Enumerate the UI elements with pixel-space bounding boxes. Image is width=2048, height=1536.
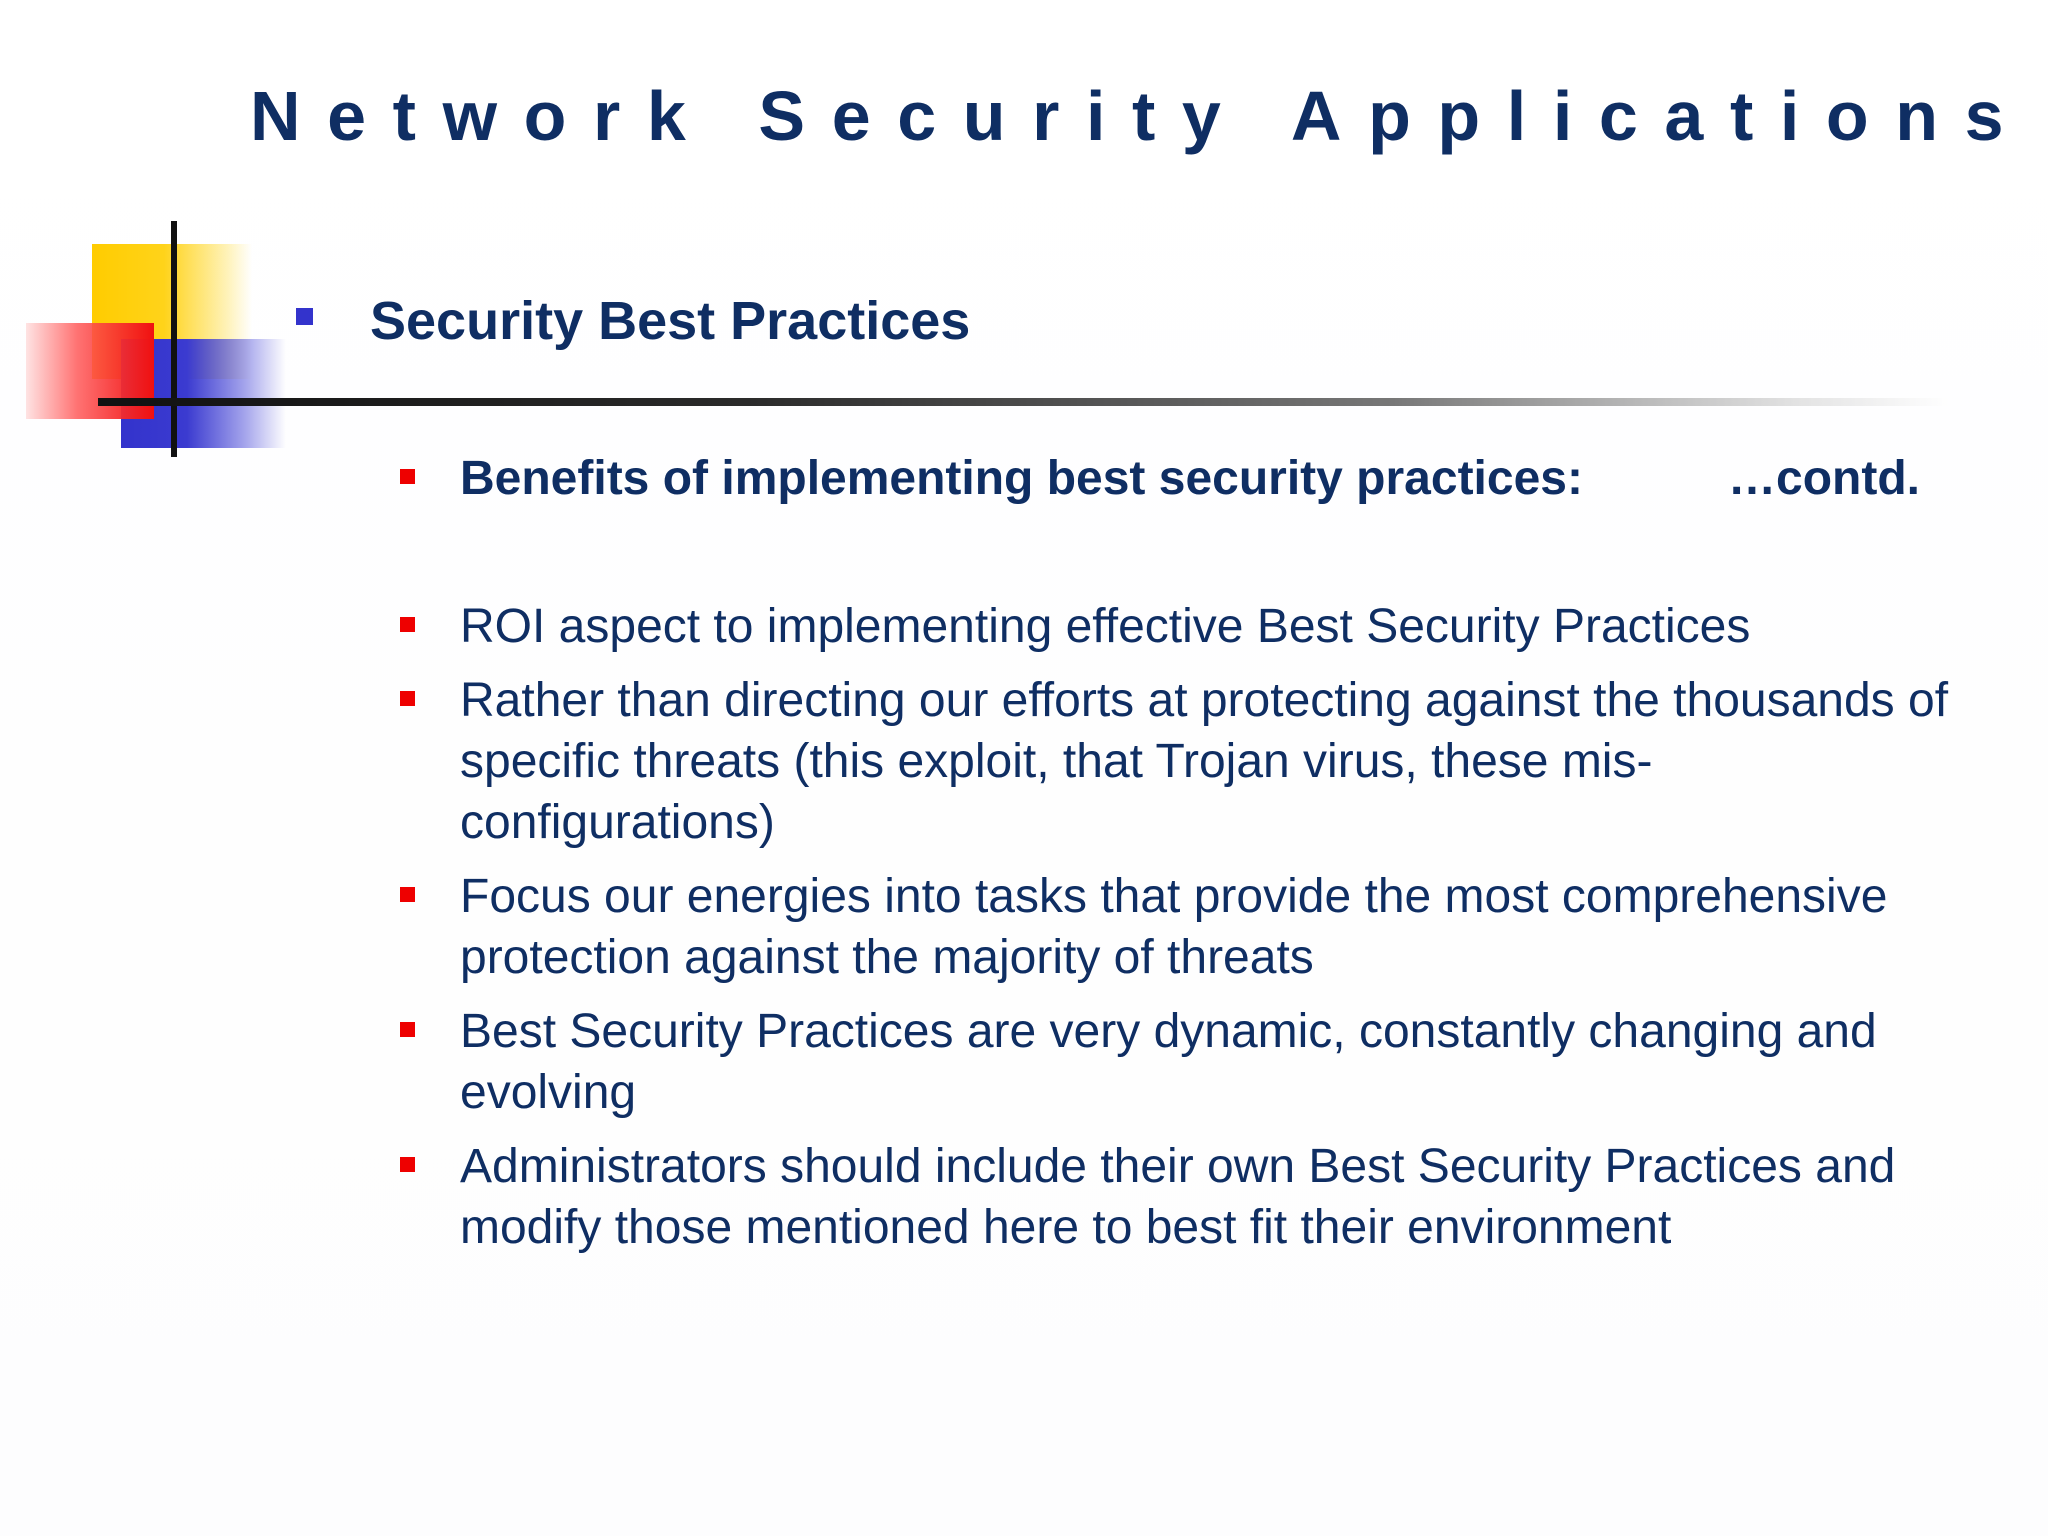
list-item-text: Administrators should include their own Best Security Practices and modify those mentioned here to best fit their environment [460, 1140, 1896, 1254]
list-item [398, 596, 1958, 657]
slide-title: Network Security Applications [250, 77, 2031, 155]
square-bullet-icon [400, 469, 415, 484]
square-bullet-icon [400, 1022, 415, 1037]
vertical-rule-decoration [171, 221, 177, 457]
square-bullet-icon [400, 1157, 415, 1172]
list-item-text: Focus our energies into tasks that provide the most comprehensive protection against the majority of threats [460, 870, 1888, 984]
list-item [398, 1136, 1958, 1258]
square-bullet-icon [400, 617, 415, 632]
continued-label: …contd. [1728, 452, 1920, 505]
list-item-text: Best Security Practices are very dynamic, constantly changing and evolving [460, 1005, 1877, 1119]
square-bullet-icon [400, 887, 415, 902]
list-item-text: ROI aspect to implementing effective Best Security Practices [460, 600, 1751, 653]
list-item [398, 866, 1958, 988]
horizontal-rule-decoration [98, 398, 1948, 406]
list-item [398, 1001, 1958, 1123]
subheading-item [398, 448, 1958, 509]
subheading-text: Benefits of implementing best security practices: [460, 452, 1583, 505]
square-bullet-icon [296, 308, 313, 325]
list-item [398, 670, 1958, 853]
square-bullet-icon [400, 691, 415, 706]
section-heading: Security Best Practices [370, 291, 971, 351]
list-item-text: Rather than directing our efforts at protecting against the thousands of specific threats (this exploit, that Trojan virus, these mis-configurations) [460, 674, 1949, 849]
bullet-list [398, 448, 1958, 1258]
